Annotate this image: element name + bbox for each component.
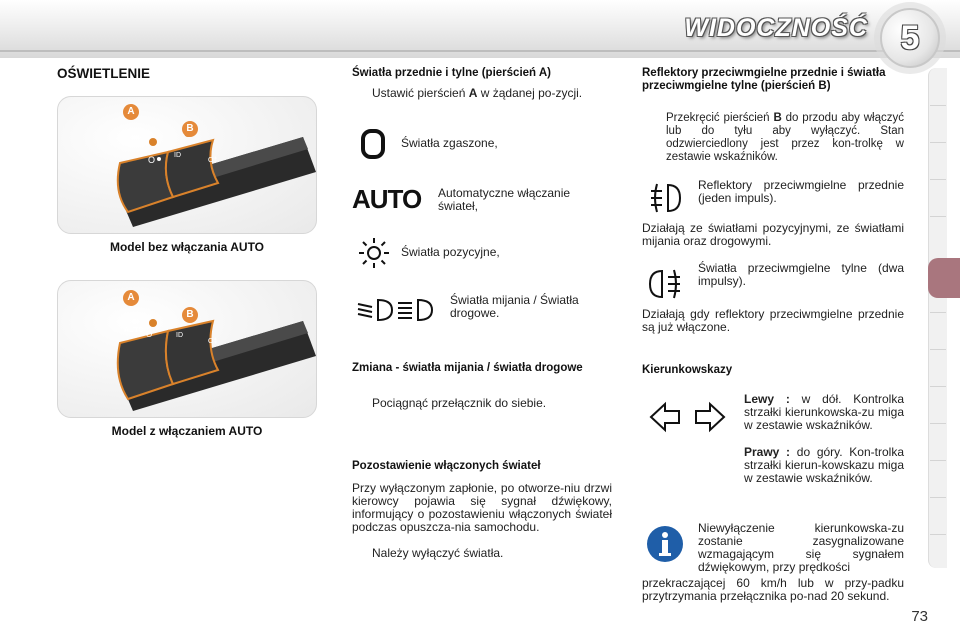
set-ring-post: w żądanej po-zycji. (480, 86, 583, 100)
front-fog-text: Działają ze światłami pozycyjnymi, ze światłami mijania oraz drogowymi. (642, 221, 904, 248)
svg-text:O‡: O‡ (208, 157, 218, 164)
light-stalk-illustration (58, 281, 316, 417)
auto-icon: AUTO (352, 184, 422, 214)
left-indicator-text (744, 393, 904, 432)
front-fog-label: Reflektory przeciwmgielne przednie (jeden impuls). (698, 178, 904, 205)
stalk-image-auto (57, 280, 317, 418)
tab-divider (930, 349, 946, 350)
light-stalk-illustration (58, 97, 316, 233)
low-high-beam-icon (354, 296, 438, 324)
set-ring-pre: Ustawić pierścień (372, 86, 466, 100)
svg-text:ID: ID (174, 152, 181, 159)
fog-lights-title: Reflektory przeciwmgielne przednie i światła przeciwmgielne tylne (pierścień B) (642, 67, 886, 92)
chapter-tab-strip[interactable] (928, 68, 947, 568)
page-number: 73 (911, 608, 928, 625)
svg-text:O: O (148, 155, 156, 165)
tab-divider (930, 460, 946, 461)
info-text-bottom: przekraczającej 60 km/h lub w przy-padku przytrzymania przełącznika po-nad 20 sekund. (642, 576, 904, 603)
position-lights-icon (356, 236, 392, 270)
tab-divider (930, 142, 946, 143)
mode-off-label: Światła zgaszone, (401, 136, 498, 150)
lights-left-on-text: Przy wyłączonym zapłonie, po otworze-niu drzwi kierowcy pojawia się sygnał dźwiękowy, informujący o pozostawieniu włączonych świateł podczas opuszcza-nia samochodu. (352, 481, 612, 534)
right-indicator-desc: do góry. Kon-trolka strzałki kierun-kowskazu miga w zestawie wskaźników. (744, 445, 904, 485)
chapter-tab-active[interactable] (928, 258, 960, 298)
section-title: OŚWIETLENIE (57, 66, 151, 81)
left-indicator-desc: w dół. Kontrolka strzałki kierunkowska-zu miga w zestawie wskaźników. (744, 392, 904, 432)
fog-ring-bold: B (773, 112, 782, 124)
change-beam-instruction: Pociągnąć przełącznik do siebie. (372, 396, 547, 410)
svg-text:O: O (146, 330, 153, 339)
lights-left-on-title: Pozostawienie włączonych świateł (352, 460, 541, 472)
ring-a-marker: A (123, 290, 139, 306)
rear-fog-label: Światła przeciwmgielne tylne (dwa impulsy). (698, 261, 904, 288)
mode-beam-label: Światła mijania / Światła drogowe. (450, 293, 579, 320)
tab-divider (930, 216, 946, 217)
lights-left-on-bullet: Należy wyłączyć światła. (372, 546, 504, 560)
ring-b-marker: B (182, 307, 198, 323)
set-ring-bold: A (468, 86, 478, 100)
rear-fog-text: Działają gdy reflektory przeciwmgielne przednie są już włączone. (642, 307, 904, 334)
change-beam-title: Zmiana - światła mijania / światła drogowe (352, 362, 583, 374)
chapter-title: WIDOCZNOŚĆ (684, 14, 868, 42)
info-text-top: Niewyłączenie kierunkowska-zu zostanie zasygnalizowane wzmagającym się sygnałem dźwiękowym, przy prędkości (698, 521, 904, 574)
info-icon (646, 525, 684, 563)
svg-text:ID: ID (176, 332, 183, 339)
indicators-title: Kierunkowskazy (642, 364, 733, 376)
front-fog-icon (648, 180, 684, 216)
ring-a-marker: A (123, 104, 139, 120)
rear-fog-icon (646, 266, 684, 302)
tab-divider (930, 312, 946, 313)
right-indicator-bold: Prawy : (744, 445, 791, 459)
mode-position-label: Światła pozycyjne, (401, 245, 500, 259)
left-indicator-bold: Lewy : (744, 392, 790, 406)
stalk-auto-label: AUTO (124, 327, 144, 334)
tab-divider (930, 497, 946, 498)
svg-text:O‡: O‡ (208, 338, 218, 345)
tab-divider (930, 423, 946, 424)
fog-ring-instruction (666, 112, 904, 164)
right-arrow-icon (693, 400, 727, 434)
caption-no-auto: Model bez włączania AUTO (109, 240, 265, 254)
tab-divider (930, 179, 946, 180)
tab-divider (930, 386, 946, 387)
left-arrow-icon (648, 400, 682, 434)
mode-auto-label: Automatyczne włączanie świateł, (438, 186, 571, 213)
tab-divider (930, 534, 946, 535)
ring-b-marker: B (182, 121, 198, 137)
right-indicator-text (744, 446, 904, 485)
caption-auto: Model z włączaniem AUTO (111, 424, 263, 438)
fog-ring-pre: Przekręcić pierścień (666, 112, 770, 124)
tab-divider (930, 105, 946, 106)
set-ring-instruction (372, 87, 612, 100)
header-divider (0, 50, 960, 52)
fog-ring-post: do przodu aby włączyć lub do tyłu aby wyłączyć. Stan odzwierciedlony jest przez kon-trolkę w zestawie wskaźników. (666, 112, 904, 163)
stalk-image-no-auto (57, 96, 317, 234)
o-off-icon (360, 128, 386, 160)
chapter-number-badge: 5 (880, 8, 940, 68)
lights-section-title: Światła przednie i tylne (pierścień A) (352, 67, 551, 79)
